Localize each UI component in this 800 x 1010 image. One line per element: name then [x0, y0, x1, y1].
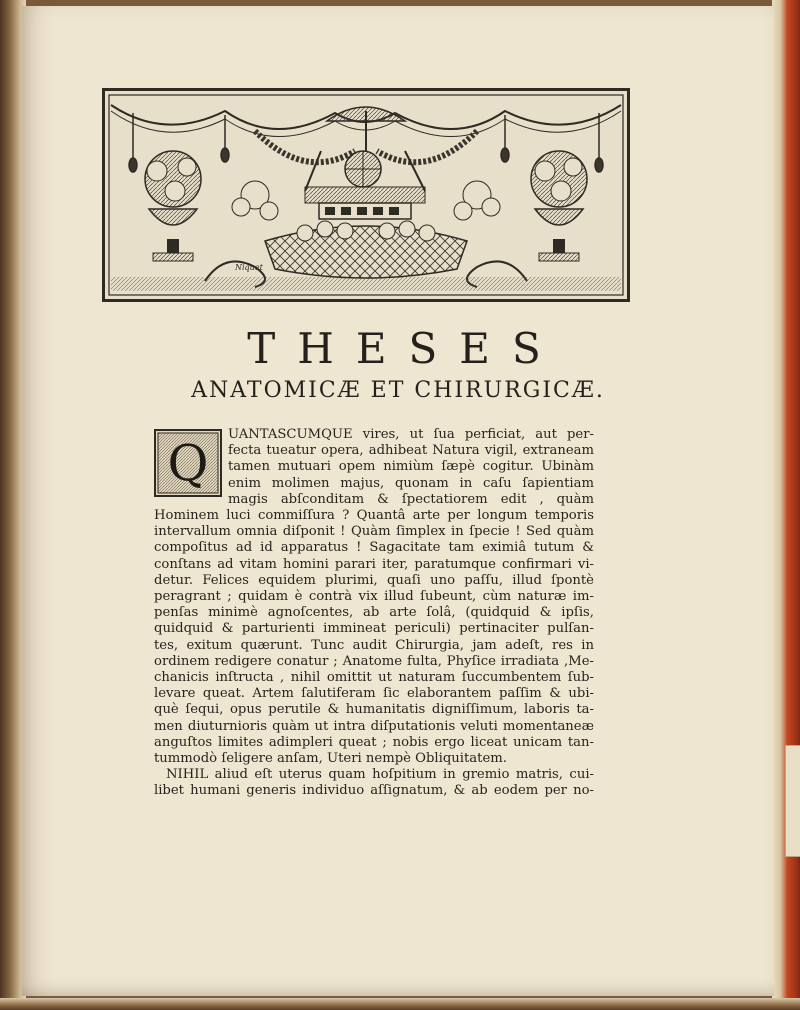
- text-line: Hominem luci commiſſura ? Quantâ arte per longum temporis: [154, 508, 594, 524]
- body-text: [154, 427, 594, 800]
- page-title: THESES: [247, 324, 563, 373]
- text-line: intervallum omnia diſponit ! Quàm ſimplex in ſpecie ! Sed quàm: [154, 524, 594, 540]
- text-line: men diuturnioris quàm ut intra diſputationis veluti momentaneæ: [154, 718, 594, 734]
- text-line: quidquid & parturienti immineat periculi) pertinaciter pulſan-: [154, 621, 594, 637]
- text-line: ordinem redigere conatur ; Anatome fulta, Phyſice irradiata ,Me-: [154, 653, 594, 669]
- text-line: detur. Felices equidem plurimi, quaſi uno paſſu, illud ſpontè: [154, 572, 594, 588]
- book-bottom-edge: [0, 998, 800, 1010]
- text-line: magis abſconditam & ſpectatiorem edit , quàm: [228, 491, 594, 507]
- page-tab-marker: [785, 745, 800, 857]
- text-line: UANTASCUMQUE vires, ut ſua perficiat, aut per-: [228, 427, 594, 442]
- text-line: fecta tueatur opera, adhibeat Natura vigil, extraneam: [228, 443, 594, 459]
- engraver-signature: Niquet: [235, 263, 263, 272]
- text-line: tes, exitum quærunt. Tunc audit Chirurgia, jam adeſt, res in: [154, 637, 594, 653]
- text-line: compoſitus ad id apparatus ! Sagacitate tam eximiâ tutum &: [154, 540, 594, 556]
- engraved-headpiece: [102, 88, 630, 302]
- text-line: penſas minimè agnoſcentes, ab arte ſolâ, (quidquid & ipſis,: [154, 605, 594, 621]
- text-line: peragrant ; quidam è contrà vix illud ſubeunt, cùm naturæ im-: [154, 589, 594, 605]
- text-line: conſtans ad vitam homini parari iter, paratumque confirmari vi-: [154, 556, 594, 572]
- text-line: tamen mutuari opem nimiùm ſæpè cogitur. Ubinàm: [228, 459, 594, 475]
- text-line: què ſequi, opus perutile & humanitatis digniſſimum, laboris ta-: [154, 702, 594, 718]
- initial-letter: Q: [167, 434, 209, 492]
- page-subtitle: ANATOMICÆ ET CHIRURGICÆ.: [191, 378, 605, 403]
- headpiece-ornament-illustration: [105, 91, 627, 299]
- text-line: levare queat. Artem ſalutiferam ſic elaborantem paſſim & ubi-: [154, 686, 594, 702]
- text-line: chanicis inſtructa , nihil omittit ut naturam ſuccumbentem ſub-: [154, 670, 594, 686]
- book-fore-edge-right: [772, 0, 800, 1010]
- text-line: enim molimen majus, quonam in caſu ſapientiam: [228, 475, 594, 491]
- text-line: tummodò ſeligere anſam, Uteri nempè Obliquitatem.: [154, 751, 507, 767]
- book-page: [22, 6, 774, 996]
- text-line: anguſtos limites adimpleri queat ; nobis ergo liceat unicam tan-: [154, 734, 594, 750]
- text-line: libet humani generis individuo aſſignatum, & ab eodem per no-: [154, 783, 594, 799]
- text-line: NIHIL aliud eſt uterus quam hoſpitium in gremio matris, cui-: [166, 767, 594, 783]
